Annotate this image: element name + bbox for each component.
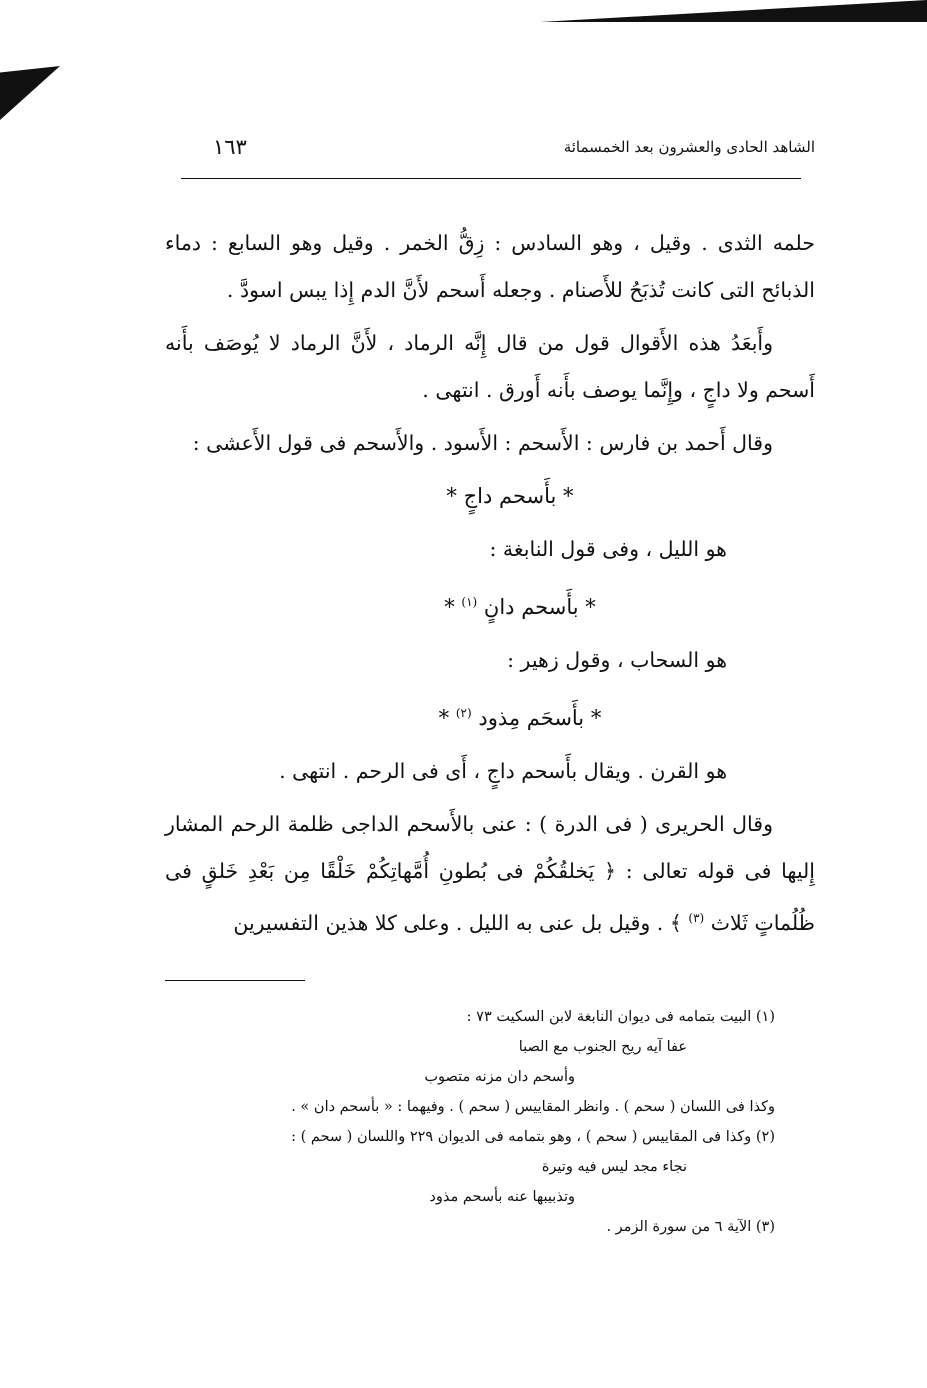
paragraph-4-end: ﴾ . وقيل بل عنى به الليل . وعلى كلا هذين التفسيرين — [233, 910, 682, 935]
footnote-3: (٣) الآية ٦ من سورة الزمر . — [606, 1219, 775, 1235]
paragraph-4-start: وقال الحريرى ( فى الدرة ) : عنى بالأَسحم الداجى ظلمة الرحم المشار إِليها فى قوله تعالى : ﴿ يَخلقُكُمْ فى بُطونِ أُمَّهاتِكُمْ خَلْقًا مِن بَعْدِ خَلقٍ فى ظُلُماتٍ ثَلاث — [165, 812, 815, 935]
footnote-ref-2[interactable]: (٢) — [455, 706, 472, 720]
paragraph-4 — [165, 801, 815, 947]
scan-edge-mark-left — [0, 66, 60, 120]
footnote-ref-3[interactable]: (٣) — [688, 911, 705, 925]
book-page — [165, 120, 815, 1320]
footnote-1: (١) البيت بتمامه فى ديوان النابغة لابن السكيت ٧٣ : — [466, 1009, 775, 1025]
paragraph-3: وقال أَحمد بن فارس : الأَسحم : الأَسود . والأَسحم فى قول الأَعشى : — [192, 431, 773, 455]
scan-edge-mark-top — [540, 0, 927, 22]
footnote-2: (٢) وكذا فى المقاييس ( سحم ) ، وهو بتمامه فى الديوان ٢٢٩ واللسان ( سحم ) : — [291, 1129, 775, 1145]
running-head: الشاهد الحادى والعشرون بعد الخمسمائة — [563, 138, 815, 156]
verse-3-text: * بأَسحَم مِذود — [478, 706, 602, 730]
paragraph-1: حلمه الثدى . وقيل ، وهو السادس : زِقُّ الخمر . وقيل وهو السابع : دماء الذبائح التى كانت تُذبَحُ للأَصنام . وجعله أَسحم لأَنَّ الدم إِذا يبس اسودَّ . — [165, 231, 815, 302]
verse-3-end: * — [438, 706, 450, 730]
verse-1: * بأَسحم داجٍ * — [446, 484, 574, 508]
footnote-1-note: وكذا فى اللسان ( سحم ) . وانظر المقاييس ( سحم ) . وفيهما : « بأسحم دان » . — [291, 1099, 775, 1115]
footnote-2-verse-1: نجاء مجد ليس فيه وتيرة — [541, 1159, 687, 1175]
footnotes — [185, 1002, 775, 1242]
header-rule — [181, 178, 801, 179]
page-header — [165, 130, 815, 164]
verse-2-text: * بأَسحم دانٍ — [483, 595, 596, 619]
footnote-2-verse-2: وتذبيبها عنه بأسحم مذود — [429, 1189, 575, 1205]
footnote-1-verse-1: عفا آيه ريح الجنوب مع الصبا — [518, 1039, 687, 1055]
line-after-verse-2: هو السحاب ، وقول زهير : — [507, 648, 727, 672]
verse-2 — [165, 579, 815, 631]
verse-2-end: * — [444, 595, 455, 619]
footnote-1-verse-2: وأسحم دان مزنه متصوب — [424, 1069, 575, 1085]
main-text — [165, 220, 815, 953]
paragraph-2: وأَبعَدُ هذه الأَقوال قول من قال إِنَّه الرماد ، لأَنَّ الرماد لا يُوصَف بأَنه أَسحم ولا داجٍ ، وإِنَّما يوصف بأَنه أَورق . انتهى . — [165, 331, 815, 402]
line-after-verse-1: هو الليل ، وفى قول النابغة : — [489, 537, 727, 561]
page-number: ١٦٣ — [213, 135, 247, 159]
line-after-verse-3: هو القرن . ويقال بأَسحم داجٍ ، أَى فى الرحم . انتهى . — [279, 759, 727, 783]
footnote-rule — [165, 980, 305, 981]
verse-3 — [165, 690, 815, 742]
footnote-ref-1[interactable]: (١) — [461, 595, 478, 609]
